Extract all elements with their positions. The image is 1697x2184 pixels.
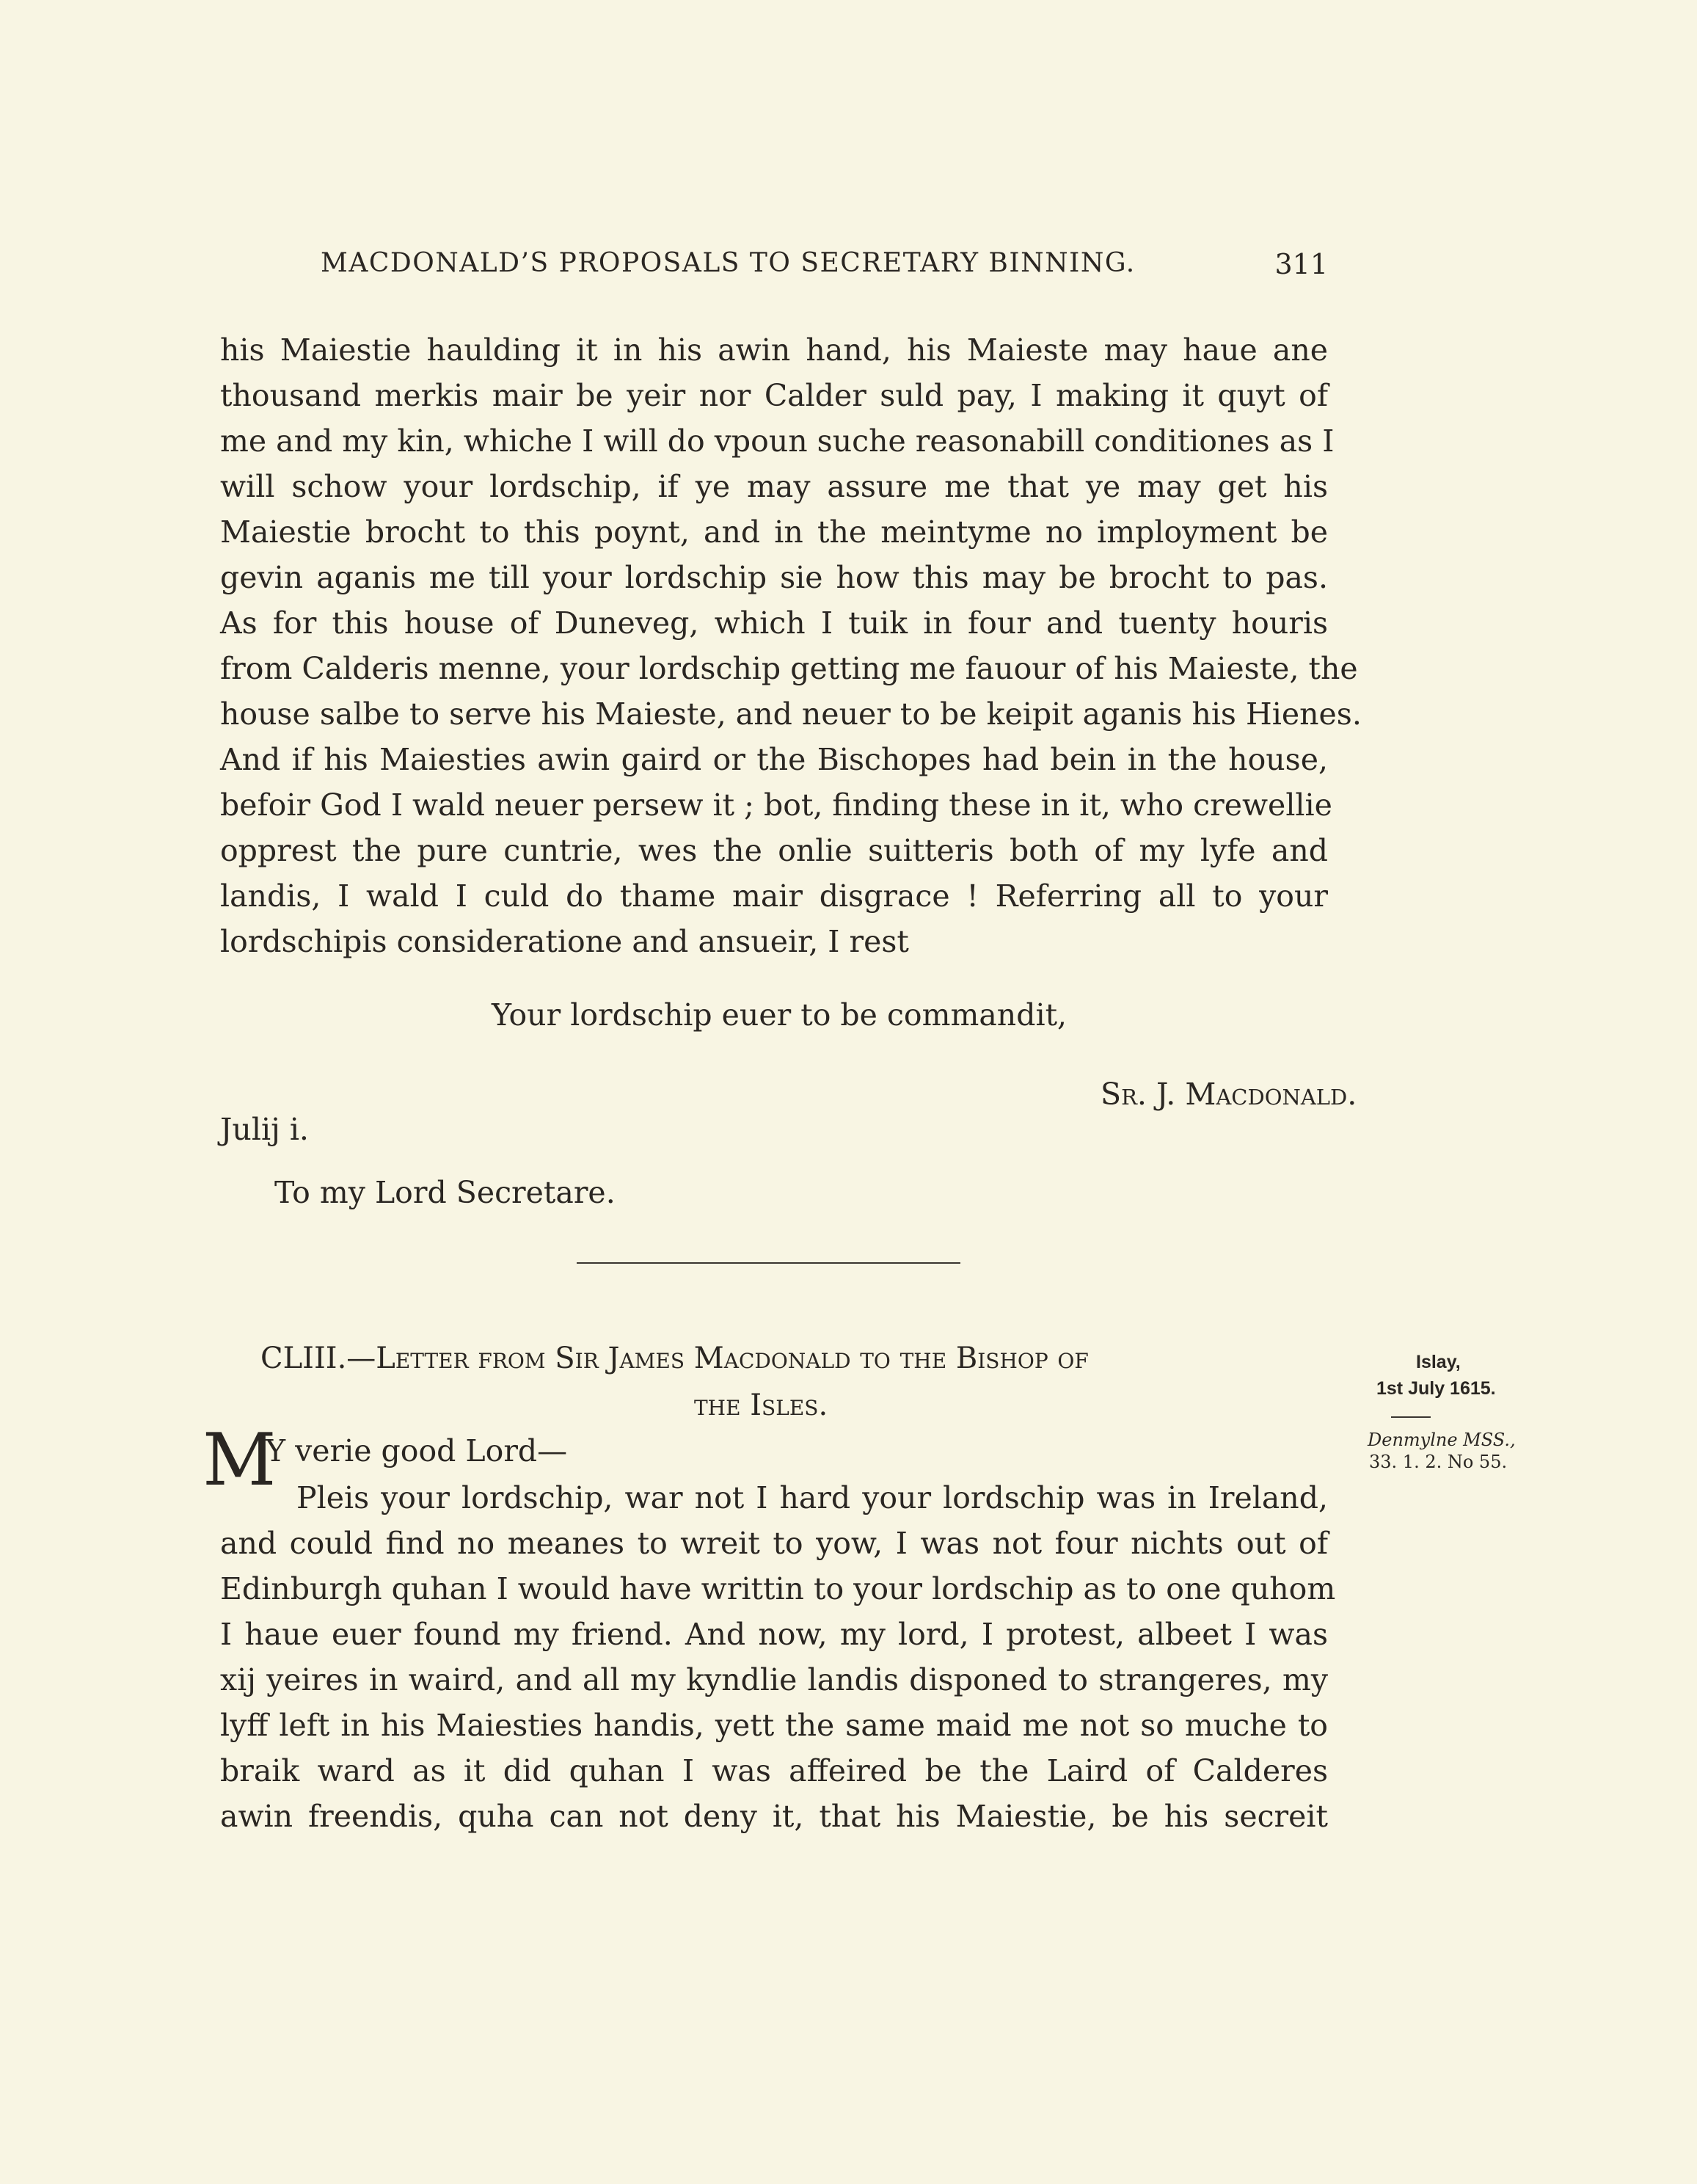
body-line: Maiestie brocht to this poynt, and in the meintyme no imployment be — [220, 514, 1328, 550]
body-line: gevin aganis me till your lordschip sie how this may be brocht to pas. — [220, 560, 1328, 595]
body-line: his Maiestie haulding it in his awin hand, his Maieste may haue ane — [220, 332, 1328, 368]
letter-heading: CLIII.—Letter from Sir James Macdonald to the Bishop of — [260, 1342, 1089, 1375]
section-divider — [577, 1262, 960, 1264]
margin-place: Islay, — [1416, 1352, 1461, 1372]
salutation: Y verie good Lord— — [266, 1433, 568, 1468]
body-line: will schow your lordschip, if ye may assure me that ye may get his — [220, 469, 1328, 504]
page-number: 311 — [1274, 248, 1328, 280]
signature — [1101, 1076, 1357, 1113]
closing: Your lordschip euer to be commandit, — [492, 997, 1068, 1033]
margin-date: 1st July 1615. — [1376, 1378, 1496, 1399]
body-line: opprest the pure cuntrie, wes the onlie suitteris both of my lyfe and — [220, 833, 1328, 868]
margin-source: Denmylne MSS., — [1368, 1430, 1516, 1450]
letter-address: To my Lord Secretare. — [274, 1175, 616, 1210]
body-line: landis, I wald I culd do thame mair disgrace ! Referring all to your — [220, 878, 1328, 914]
body-line: befoir God I wald neuer persew it ; bot, finding these in it, who crewellie — [220, 787, 1332, 823]
body-line: me and my kin, whiche I will do vpoun suche reasonabill conditiones as I — [220, 423, 1335, 459]
body-line: Pleis your lordschip, war not I hard your lordschip was in Ireland, — [296, 1480, 1328, 1515]
body-line: thousand merkis mair be yeir nor Calder suld pay, I making it quyt of — [220, 378, 1328, 413]
letter-heading-continued: the Isles. — [694, 1388, 828, 1422]
body-line: And if his Maiesties awin gaird or the Bischopes had bein in the house, — [220, 742, 1328, 777]
body-line: house salbe to serve his Maieste, and neuer to be keipit aganis his Hienes. — [220, 696, 1362, 732]
margin-divider — [1391, 1416, 1431, 1418]
body-line: lyff left in his Maiesties handis, yett the same maid me not so muche to — [220, 1708, 1328, 1743]
letter-date: Julij i. — [220, 1112, 309, 1147]
body-line: braik ward as it did quhan I was affeired be the Laird of Calderes — [220, 1753, 1328, 1788]
body-line: I haue euer found my friend. And now, my lord, I protest, albeet I was — [220, 1617, 1328, 1652]
signature-name: J. Macdonald. — [1156, 1077, 1357, 1112]
drop-cap: M — [202, 1419, 277, 1502]
body-line: As for this house of Duneveg, which I tuik in four and tuenty houris — [220, 605, 1328, 641]
body-line-last: lordschipis consideratione and ansueir, I rest — [220, 924, 909, 959]
body-line: and could find no meanes to wreit to yow, I was not four nichts out of — [220, 1526, 1328, 1561]
margin-reference: 33. 1. 2. No 55. — [1369, 1452, 1508, 1472]
body-line: Edinburgh quhan I would have writtin to your lordschip as to one quhom — [220, 1571, 1336, 1606]
body-line: awin freendis, quha can not deny it, that his Maiestie, be his secreit — [220, 1799, 1328, 1834]
body-line: xij yeires in waird, and all my kyndlie landis disponed to strangeres, my — [220, 1662, 1328, 1697]
page-header — [321, 248, 1328, 292]
body-line: from Calderis menne, your lordschip getting me fauour of his Maieste, the — [220, 651, 1358, 686]
signature-prefix: Sr. — [1101, 1077, 1147, 1112]
running-title: MACDONALD’S PROPOSALS TO SECRETARY BINNING. — [321, 248, 1136, 278]
